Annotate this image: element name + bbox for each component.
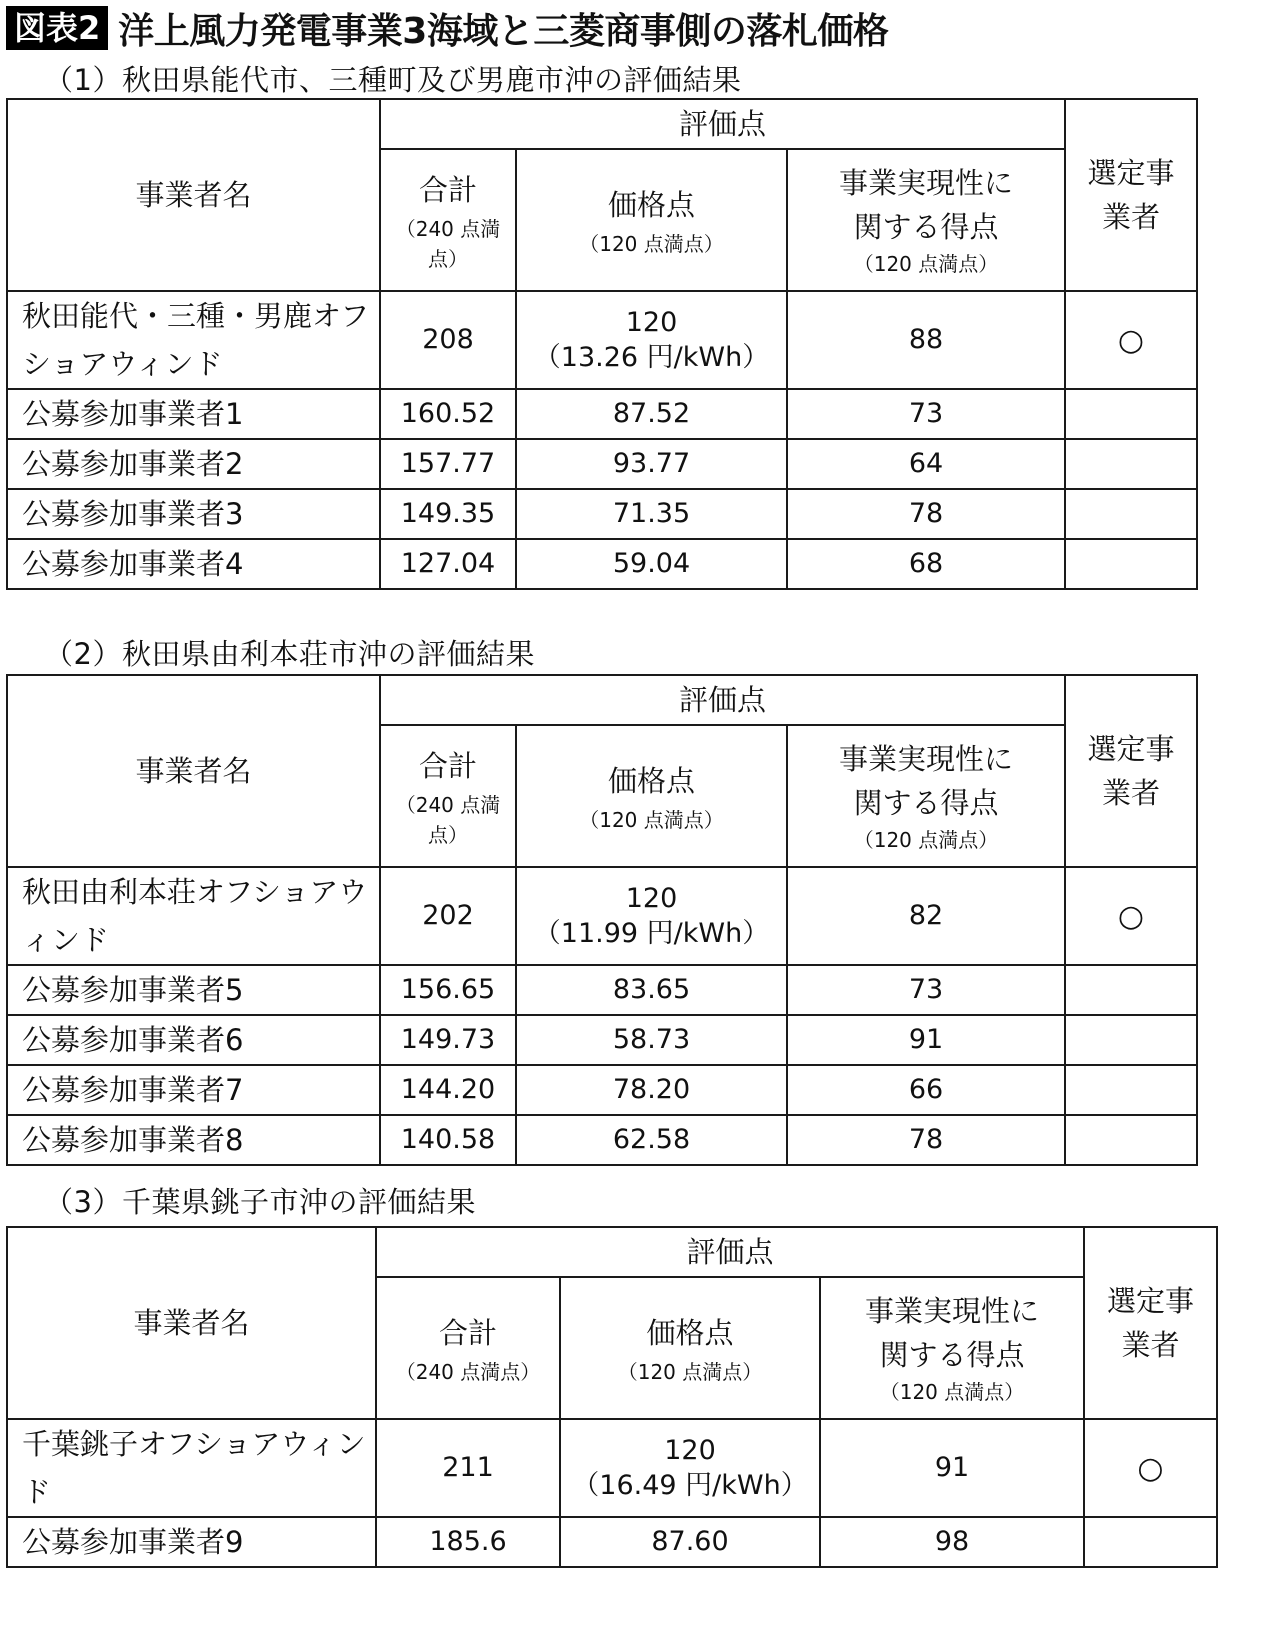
total-score: 208 — [380, 291, 516, 389]
table-row — [7, 1015, 1197, 1065]
table-row — [7, 1517, 1217, 1567]
operator-name: 千葉銚子オフショアウィンド — [7, 1419, 376, 1517]
selected-mark — [1065, 539, 1197, 589]
total-score: 140.58 — [380, 1115, 516, 1165]
feasibility-score: 98 — [820, 1517, 1084, 1567]
price-score: 87.60 — [560, 1517, 820, 1567]
table-row — [7, 1419, 1217, 1517]
header-total: 合計 （240 点満点） — [376, 1277, 560, 1419]
total-score: 185.6 — [376, 1517, 560, 1567]
figure-title: 洋上風力発電事業3海域と三菱商事側の落札価格 — [118, 10, 889, 52]
header-selected: 選定事業者 — [1084, 1227, 1217, 1419]
header-evaluation: 評価点 — [376, 1227, 1084, 1277]
header-evaluation: 評価点 — [380, 99, 1065, 149]
total-score: 144.20 — [380, 1065, 516, 1115]
header-price: 価格点 （120 点満点） — [560, 1277, 820, 1419]
selected-mark — [1065, 1065, 1197, 1115]
price-score: 78.20 — [516, 1065, 787, 1115]
operator-name: 公募参加事業者9 — [7, 1517, 376, 1567]
section-title-1: （1）秋田県能代市、三種町及び男鹿市沖の評価結果 — [44, 63, 742, 97]
table-row — [7, 1065, 1197, 1115]
price-score: 83.65 — [516, 965, 787, 1015]
price-score: 120 （13.26 円/kWh） — [516, 291, 787, 389]
total-score: 149.73 — [380, 1015, 516, 1065]
selected-circle-icon: ○ — [1117, 322, 1145, 358]
total-score: 157.77 — [380, 439, 516, 489]
header-selected: 選定事業者 — [1065, 99, 1197, 291]
header-operator: 事業者名 — [7, 1227, 376, 1419]
operator-name: 公募参加事業者7 — [7, 1065, 380, 1115]
operator-name: 公募参加事業者5 — [7, 965, 380, 1015]
feasibility-score: 68 — [787, 539, 1065, 589]
feasibility-score: 82 — [787, 867, 1065, 965]
operator-name: 公募参加事業者3 — [7, 489, 380, 539]
table-row — [7, 867, 1197, 965]
total-score: 127.04 — [380, 539, 516, 589]
table-row — [7, 291, 1197, 389]
table-row — [7, 965, 1197, 1015]
header-total: 合計 （240 点満点） — [380, 725, 516, 867]
selected-circle-icon: ○ — [1117, 898, 1145, 934]
header-selected: 選定事業者 — [1065, 675, 1197, 867]
section-title-2: （2）秋田県由利本荘市沖の評価結果 — [44, 637, 535, 671]
selected-mark — [1084, 1419, 1217, 1517]
total-score: 160.52 — [380, 389, 516, 439]
table-row — [7, 489, 1197, 539]
selected-mark — [1065, 291, 1197, 389]
figure-tag: 図表2 — [6, 6, 108, 50]
price-score: 59.04 — [516, 539, 787, 589]
table-row — [7, 1115, 1197, 1165]
selected-mark — [1084, 1517, 1217, 1567]
selected-mark — [1065, 439, 1197, 489]
selected-mark — [1065, 389, 1197, 439]
price-score: 120 （16.49 円/kWh） — [560, 1419, 820, 1517]
operator-name: 公募参加事業者1 — [7, 389, 380, 439]
selected-circle-icon: ○ — [1137, 1450, 1164, 1486]
feasibility-score: 88 — [787, 291, 1065, 389]
operator-name: 公募参加事業者4 — [7, 539, 380, 589]
header-price: 価格点 （120 点満点） — [516, 149, 787, 291]
operator-name: 公募参加事業者6 — [7, 1015, 380, 1065]
feasibility-score: 91 — [787, 1015, 1065, 1065]
selected-mark — [1065, 489, 1197, 539]
selected-mark — [1065, 965, 1197, 1015]
price-score: 87.52 — [516, 389, 787, 439]
operator-name: 秋田能代・三種・男鹿オフショアウィンド — [7, 291, 380, 389]
table-row — [7, 439, 1197, 489]
header-operator: 事業者名 — [7, 675, 380, 867]
total-score: 149.35 — [380, 489, 516, 539]
header-feasibility: 事業実現性に関する得点 （120 点満点） — [787, 725, 1065, 867]
header-operator: 事業者名 — [7, 99, 380, 291]
figure-header — [6, 6, 888, 50]
header-total: 合計 （240 点満点） — [380, 149, 516, 291]
results-table-1 — [6, 98, 1198, 590]
results-table-3 — [6, 1226, 1218, 1568]
selected-mark — [1065, 867, 1197, 965]
selected-mark — [1065, 1015, 1197, 1065]
header-evaluation: 評価点 — [380, 675, 1065, 725]
price-score: 62.58 — [516, 1115, 787, 1165]
price-score: 58.73 — [516, 1015, 787, 1065]
feasibility-score: 78 — [787, 1115, 1065, 1165]
header-feasibility: 事業実現性に関する得点 （120 点満点） — [820, 1277, 1084, 1419]
results-table-2 — [6, 674, 1198, 1166]
selected-mark — [1065, 1115, 1197, 1165]
operator-name: 公募参加事業者8 — [7, 1115, 380, 1165]
header-feasibility: 事業実現性に関する得点 （120 点満点） — [787, 149, 1065, 291]
operator-name: 秋田由利本荘オフショアウィンド — [7, 867, 380, 965]
feasibility-score: 73 — [787, 389, 1065, 439]
feasibility-score: 66 — [787, 1065, 1065, 1115]
table-row — [7, 539, 1197, 589]
operator-name: 公募参加事業者2 — [7, 439, 380, 489]
price-score: 71.35 — [516, 489, 787, 539]
total-score: 211 — [376, 1419, 560, 1517]
price-score: 93.77 — [516, 439, 787, 489]
feasibility-score: 64 — [787, 439, 1065, 489]
feasibility-score: 73 — [787, 965, 1065, 1015]
total-score: 202 — [380, 867, 516, 965]
total-score: 156.65 — [380, 965, 516, 1015]
price-score: 120 （11.99 円/kWh） — [516, 867, 787, 965]
header-price: 価格点 （120 点満点） — [516, 725, 787, 867]
feasibility-score: 91 — [820, 1419, 1084, 1517]
section-title-3: （3）千葉県銚子市沖の評価結果 — [44, 1185, 476, 1219]
feasibility-score: 78 — [787, 489, 1065, 539]
table-row — [7, 389, 1197, 439]
